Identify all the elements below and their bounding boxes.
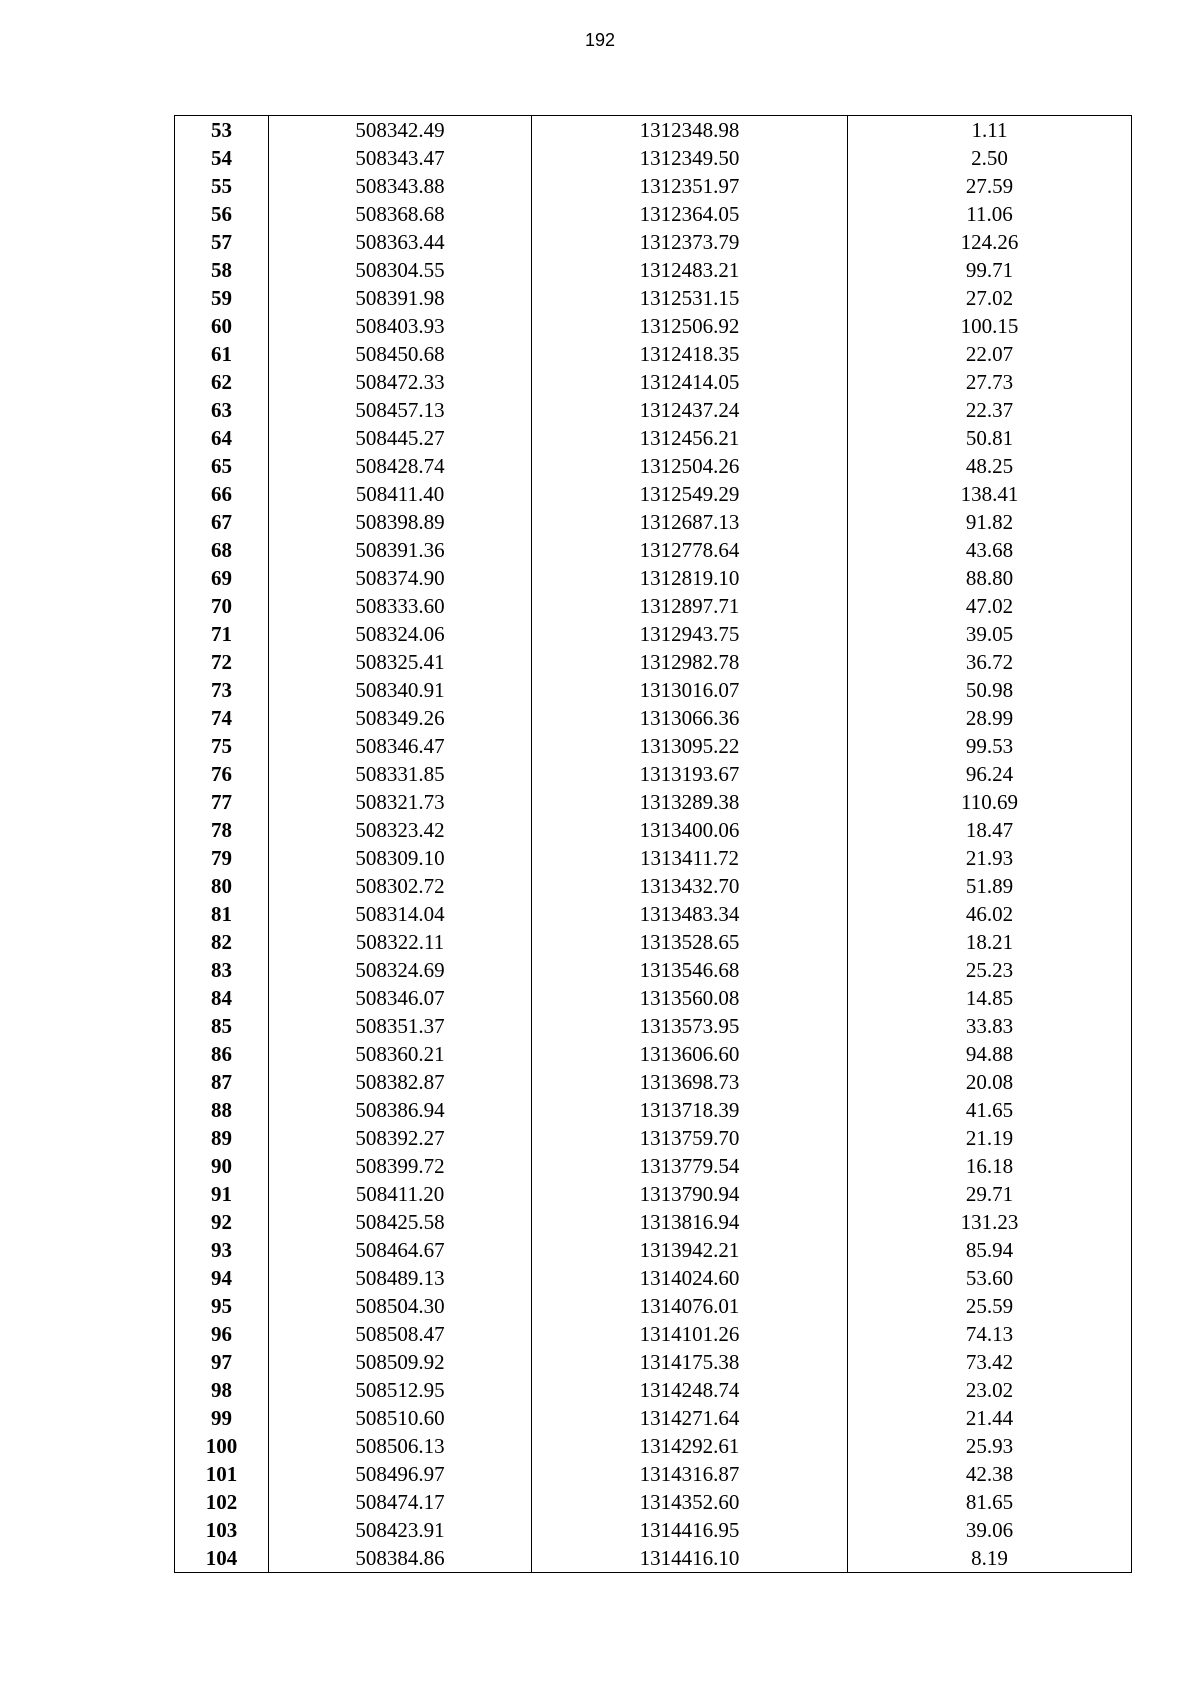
table-row [175,256,1132,284]
point-number-cell: 66 [175,480,269,508]
x-coordinate-cell: 508324.06 [269,620,532,648]
x-coordinate-cell: 508302.72 [269,872,532,900]
y-coordinate-cell: 1313816.94 [532,1208,848,1236]
table-row [175,340,1132,368]
y-coordinate-cell: 1313432.70 [532,872,848,900]
y-coordinate-cell: 1312549.29 [532,480,848,508]
x-coordinate-cell: 508324.69 [269,956,532,984]
distance-cell: 88.80 [848,564,1132,592]
point-number-cell: 91 [175,1180,269,1208]
distance-cell: 2.50 [848,144,1132,172]
distance-cell: 1.11 [848,116,1132,145]
table-row [175,620,1132,648]
x-coordinate-cell: 508343.47 [269,144,532,172]
y-coordinate-cell: 1312504.26 [532,452,848,480]
y-coordinate-cell: 1314316.87 [532,1460,848,1488]
table-row [175,116,1132,145]
table-row [175,200,1132,228]
y-coordinate-cell: 1312349.50 [532,144,848,172]
x-coordinate-cell: 508489.13 [269,1264,532,1292]
table-row [175,1264,1132,1292]
y-coordinate-cell: 1314292.61 [532,1432,848,1460]
table-row [175,480,1132,508]
table-row [175,760,1132,788]
table-row [175,676,1132,704]
y-coordinate-cell: 1314101.26 [532,1320,848,1348]
table-row [175,1068,1132,1096]
point-number-cell: 76 [175,760,269,788]
point-number-cell: 95 [175,1292,269,1320]
table-row [175,1432,1132,1460]
y-coordinate-cell: 1313066.36 [532,704,848,732]
distance-cell: 21.93 [848,844,1132,872]
distance-cell: 42.38 [848,1460,1132,1488]
y-coordinate-cell: 1312364.05 [532,200,848,228]
table-row [175,396,1132,424]
point-number-cell: 53 [175,116,269,145]
x-coordinate-cell: 508384.86 [269,1544,532,1573]
distance-cell: 73.42 [848,1348,1132,1376]
x-coordinate-cell: 508496.97 [269,1460,532,1488]
y-coordinate-cell: 1313095.22 [532,732,848,760]
x-coordinate-cell: 508403.93 [269,312,532,340]
table-row [175,648,1132,676]
y-coordinate-cell: 1313779.54 [532,1152,848,1180]
y-coordinate-cell: 1314352.60 [532,1488,848,1516]
distance-cell: 85.94 [848,1236,1132,1264]
table-row [175,452,1132,480]
distance-cell: 23.02 [848,1376,1132,1404]
y-coordinate-cell: 1312414.05 [532,368,848,396]
distance-cell: 20.08 [848,1068,1132,1096]
y-coordinate-cell: 1312437.24 [532,396,848,424]
y-coordinate-cell: 1312348.98 [532,116,848,145]
y-coordinate-cell: 1312819.10 [532,564,848,592]
table-row [175,592,1132,620]
point-number-cell: 98 [175,1376,269,1404]
distance-cell: 25.93 [848,1432,1132,1460]
x-coordinate-cell: 508368.68 [269,200,532,228]
point-number-cell: 59 [175,284,269,312]
distance-cell: 22.07 [848,340,1132,368]
point-number-cell: 103 [175,1516,269,1544]
y-coordinate-cell: 1312456.21 [532,424,848,452]
x-coordinate-cell: 508309.10 [269,844,532,872]
y-coordinate-cell: 1313016.07 [532,676,848,704]
distance-cell: 14.85 [848,984,1132,1012]
distance-cell: 8.19 [848,1544,1132,1573]
x-coordinate-cell: 508321.73 [269,788,532,816]
distance-cell: 11.06 [848,200,1132,228]
table-row [175,1152,1132,1180]
y-coordinate-cell: 1314175.38 [532,1348,848,1376]
x-coordinate-cell: 508342.49 [269,116,532,145]
x-coordinate-cell: 508445.27 [269,424,532,452]
table-row [175,1320,1132,1348]
coordinates-table [174,115,1132,1573]
distance-cell: 39.05 [848,620,1132,648]
y-coordinate-cell: 1312687.13 [532,508,848,536]
x-coordinate-cell: 508346.47 [269,732,532,760]
x-coordinate-cell: 508474.17 [269,1488,532,1516]
table-row [175,368,1132,396]
point-number-cell: 80 [175,872,269,900]
y-coordinate-cell: 1312506.92 [532,312,848,340]
x-coordinate-cell: 508331.85 [269,760,532,788]
x-coordinate-cell: 508346.07 [269,984,532,1012]
x-coordinate-cell: 508450.68 [269,340,532,368]
x-coordinate-cell: 508510.60 [269,1404,532,1432]
x-coordinate-cell: 508398.89 [269,508,532,536]
distance-cell: 28.99 [848,704,1132,732]
point-number-cell: 57 [175,228,269,256]
distance-cell: 25.59 [848,1292,1132,1320]
y-coordinate-cell: 1313718.39 [532,1096,848,1124]
table-row [175,424,1132,452]
point-number-cell: 97 [175,1348,269,1376]
point-number-cell: 88 [175,1096,269,1124]
y-coordinate-cell: 1313698.73 [532,1068,848,1096]
x-coordinate-cell: 508392.27 [269,1124,532,1152]
table-row [175,816,1132,844]
distance-cell: 27.02 [848,284,1132,312]
distance-cell: 18.47 [848,816,1132,844]
x-coordinate-cell: 508457.13 [269,396,532,424]
point-number-cell: 77 [175,788,269,816]
x-coordinate-cell: 508508.47 [269,1320,532,1348]
point-number-cell: 55 [175,172,269,200]
x-coordinate-cell: 508360.21 [269,1040,532,1068]
point-number-cell: 71 [175,620,269,648]
table-row [175,1460,1132,1488]
table-row [175,1404,1132,1432]
y-coordinate-cell: 1313942.21 [532,1236,848,1264]
point-number-cell: 73 [175,676,269,704]
table-row [175,1488,1132,1516]
point-number-cell: 79 [175,844,269,872]
distance-cell: 74.13 [848,1320,1132,1348]
y-coordinate-cell: 1314248.74 [532,1376,848,1404]
y-coordinate-cell: 1313411.72 [532,844,848,872]
y-coordinate-cell: 1313289.38 [532,788,848,816]
point-number-cell: 92 [175,1208,269,1236]
y-coordinate-cell: 1314271.64 [532,1404,848,1432]
point-number-cell: 60 [175,312,269,340]
point-number-cell: 58 [175,256,269,284]
table-row [175,928,1132,956]
table-row [175,732,1132,760]
table-row [175,1096,1132,1124]
x-coordinate-cell: 508351.37 [269,1012,532,1040]
distance-cell: 138.41 [848,480,1132,508]
y-coordinate-cell: 1312982.78 [532,648,848,676]
distance-cell: 16.18 [848,1152,1132,1180]
distance-cell: 25.23 [848,956,1132,984]
x-coordinate-cell: 508325.41 [269,648,532,676]
table-row [175,1236,1132,1264]
point-number-cell: 63 [175,396,269,424]
distance-cell: 43.68 [848,536,1132,564]
table-row [175,1180,1132,1208]
x-coordinate-cell: 508423.91 [269,1516,532,1544]
table-row [175,704,1132,732]
distance-cell: 48.25 [848,452,1132,480]
x-coordinate-cell: 508472.33 [269,368,532,396]
table-row [175,1516,1132,1544]
point-number-cell: 83 [175,956,269,984]
table-row [175,956,1132,984]
distance-cell: 99.53 [848,732,1132,760]
point-number-cell: 67 [175,508,269,536]
distance-cell: 50.98 [848,676,1132,704]
point-number-cell: 61 [175,340,269,368]
point-number-cell: 94 [175,1264,269,1292]
y-coordinate-cell: 1313483.34 [532,900,848,928]
y-coordinate-cell: 1312351.97 [532,172,848,200]
y-coordinate-cell: 1313560.08 [532,984,848,1012]
x-coordinate-cell: 508340.91 [269,676,532,704]
point-number-cell: 62 [175,368,269,396]
distance-cell: 131.23 [848,1208,1132,1236]
x-coordinate-cell: 508349.26 [269,704,532,732]
table-row [175,984,1132,1012]
table-row [175,144,1132,172]
table-row [175,1208,1132,1236]
y-coordinate-cell: 1313546.68 [532,956,848,984]
y-coordinate-cell: 1312943.75 [532,620,848,648]
x-coordinate-cell: 508428.74 [269,452,532,480]
table-row [175,508,1132,536]
distance-cell: 47.02 [848,592,1132,620]
table-row [175,1292,1132,1320]
x-coordinate-cell: 508425.58 [269,1208,532,1236]
point-number-cell: 72 [175,648,269,676]
point-number-cell: 65 [175,452,269,480]
table-row [175,1348,1132,1376]
point-number-cell: 93 [175,1236,269,1264]
x-coordinate-cell: 508363.44 [269,228,532,256]
distance-cell: 81.65 [848,1488,1132,1516]
x-coordinate-cell: 508391.98 [269,284,532,312]
point-number-cell: 89 [175,1124,269,1152]
x-coordinate-cell: 508506.13 [269,1432,532,1460]
table-row [175,172,1132,200]
y-coordinate-cell: 1313790.94 [532,1180,848,1208]
table-row [175,284,1132,312]
point-number-cell: 68 [175,536,269,564]
x-coordinate-cell: 508374.90 [269,564,532,592]
table-row [175,1544,1132,1573]
table-row [175,1012,1132,1040]
x-coordinate-cell: 508304.55 [269,256,532,284]
distance-cell: 21.19 [848,1124,1132,1152]
x-coordinate-cell: 508323.42 [269,816,532,844]
distance-cell: 27.59 [848,172,1132,200]
point-number-cell: 104 [175,1544,269,1573]
x-coordinate-cell: 508391.36 [269,536,532,564]
point-number-cell: 87 [175,1068,269,1096]
x-coordinate-cell: 508382.87 [269,1068,532,1096]
x-coordinate-cell: 508343.88 [269,172,532,200]
distance-cell: 100.15 [848,312,1132,340]
table-row [175,1376,1132,1404]
point-number-cell: 99 [175,1404,269,1432]
point-number-cell: 70 [175,592,269,620]
point-number-cell: 85 [175,1012,269,1040]
table-row [175,312,1132,340]
distance-cell: 22.37 [848,396,1132,424]
y-coordinate-cell: 1312418.35 [532,340,848,368]
table-row [175,564,1132,592]
y-coordinate-cell: 1313528.65 [532,928,848,956]
y-coordinate-cell: 1313193.67 [532,760,848,788]
table-row [175,872,1132,900]
y-coordinate-cell: 1312483.21 [532,256,848,284]
x-coordinate-cell: 508411.20 [269,1180,532,1208]
point-number-cell: 74 [175,704,269,732]
x-coordinate-cell: 508411.40 [269,480,532,508]
x-coordinate-cell: 508333.60 [269,592,532,620]
table-row [175,788,1132,816]
table-row [175,1040,1132,1068]
distance-cell: 33.83 [848,1012,1132,1040]
point-number-cell: 101 [175,1460,269,1488]
point-number-cell: 102 [175,1488,269,1516]
distance-cell: 99.71 [848,256,1132,284]
point-number-cell: 84 [175,984,269,1012]
point-number-cell: 54 [175,144,269,172]
distance-cell: 21.44 [848,1404,1132,1432]
y-coordinate-cell: 1313400.06 [532,816,848,844]
point-number-cell: 75 [175,732,269,760]
y-coordinate-cell: 1314416.95 [532,1516,848,1544]
distance-cell: 18.21 [848,928,1132,956]
distance-cell: 36.72 [848,648,1132,676]
y-coordinate-cell: 1313759.70 [532,1124,848,1152]
y-coordinate-cell: 1312897.71 [532,592,848,620]
x-coordinate-cell: 508314.04 [269,900,532,928]
distance-cell: 46.02 [848,900,1132,928]
distance-cell: 39.06 [848,1516,1132,1544]
x-coordinate-cell: 508512.95 [269,1376,532,1404]
table-row [175,844,1132,872]
y-coordinate-cell: 1314416.10 [532,1544,848,1573]
point-number-cell: 56 [175,200,269,228]
table-row [175,228,1132,256]
point-number-cell: 86 [175,1040,269,1068]
distance-cell: 91.82 [848,508,1132,536]
x-coordinate-cell: 508386.94 [269,1096,532,1124]
distance-cell: 29.71 [848,1180,1132,1208]
table-row [175,536,1132,564]
x-coordinate-cell: 508509.92 [269,1348,532,1376]
distance-cell: 27.73 [848,368,1132,396]
y-coordinate-cell: 1312778.64 [532,536,848,564]
point-number-cell: 69 [175,564,269,592]
distance-cell: 110.69 [848,788,1132,816]
distance-cell: 53.60 [848,1264,1132,1292]
x-coordinate-cell: 508399.72 [269,1152,532,1180]
distance-cell: 51.89 [848,872,1132,900]
x-coordinate-cell: 508322.11 [269,928,532,956]
y-coordinate-cell: 1312373.79 [532,228,848,256]
point-number-cell: 90 [175,1152,269,1180]
distance-cell: 50.81 [848,424,1132,452]
distance-cell: 96.24 [848,760,1132,788]
distance-cell: 41.65 [848,1096,1132,1124]
coordinates-table-container [174,115,1131,1573]
point-number-cell: 82 [175,928,269,956]
point-number-cell: 81 [175,900,269,928]
y-coordinate-cell: 1312531.15 [532,284,848,312]
table-body [175,116,1132,1573]
point-number-cell: 64 [175,424,269,452]
y-coordinate-cell: 1313606.60 [532,1040,848,1068]
table-row [175,1124,1132,1152]
distance-cell: 124.26 [848,228,1132,256]
x-coordinate-cell: 508464.67 [269,1236,532,1264]
point-number-cell: 78 [175,816,269,844]
table-row [175,900,1132,928]
distance-cell: 94.88 [848,1040,1132,1068]
page-number: 192 [584,30,616,50]
point-number-cell: 100 [175,1432,269,1460]
y-coordinate-cell: 1314076.01 [532,1292,848,1320]
y-coordinate-cell: 1313573.95 [532,1012,848,1040]
x-coordinate-cell: 508504.30 [269,1292,532,1320]
y-coordinate-cell: 1314024.60 [532,1264,848,1292]
point-number-cell: 96 [175,1320,269,1348]
